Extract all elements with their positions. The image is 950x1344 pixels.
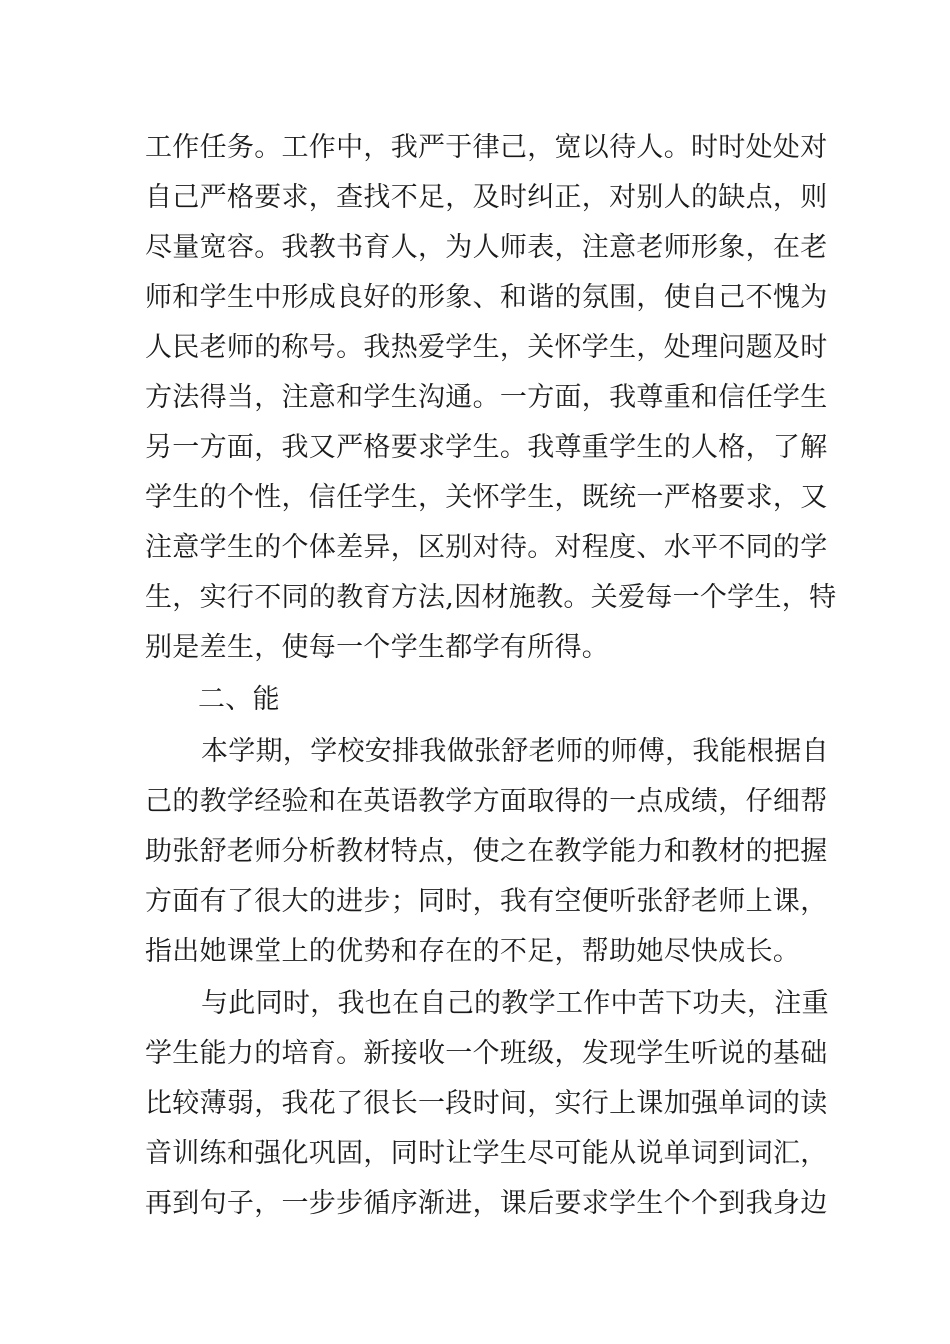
paragraph-first-line: 本学期，学校安排我做张舒老师的师傅，我能根据自 — [201, 736, 829, 767]
text-line: 学生的个性，信任学生，关怀学生，既统一严格要求，又 — [145, 482, 828, 513]
text-line: 方法得当，注意和学生沟通。一方面，我尊重和信任学生 — [145, 382, 828, 413]
text-line: 再到句子，一步步循序渐进，课后要求学生个个到我身边 — [145, 1188, 828, 1219]
text-line: 指出她课堂上的优势和存在的不足，帮助她尽快成长。 — [145, 936, 801, 967]
text-line: 音训练和强化巩固，同时让学生尽可能从说单词到词汇， — [145, 1138, 828, 1169]
text-line: 己的教学经验和在英语教学方面取得的一点成绩，仔细帮 — [145, 786, 828, 817]
text-line: 人民老师的称号。我热爱学生，关怀学生，处理问题及时 — [145, 332, 828, 363]
text-line: 工作任务。工作中，我严于律己，宽以待人。时时处处对 — [145, 132, 828, 163]
text-line: 自己严格要求，查找不足，及时纠正，对别人的缺点，则 — [145, 182, 828, 213]
text-line: 师和学生中形成良好的形象、和谐的氛围，使自己不愧为 — [145, 282, 828, 313]
text-line: 另一方面，我又严格要求学生。我尊重学生的人格，了解 — [145, 432, 828, 463]
text-line: 助张舒老师分析教材特点，使之在教学能力和教材的把握 — [145, 836, 828, 867]
text-line: 别是差生，使每一个学生都学有所得。 — [145, 632, 610, 663]
text-line: 注意学生的个体差异，区别对待。对程度、水平不同的学 — [145, 532, 828, 563]
text-line: 比较薄弱，我花了很长一段时间，实行上课加强单词的读 — [145, 1088, 828, 1119]
text-line: 生，实行不同的教育方法,因材施教。关爱每一个学生，特 — [145, 582, 837, 613]
section-heading: 二、能 — [198, 684, 280, 715]
text-line: 方面有了很大的进步；同时，我有空便听张舒老师上课， — [145, 886, 828, 917]
paragraph-first-line: 与此同时，我也在自己的教学工作中苦下功夫，注重 — [201, 988, 829, 1019]
text-line: 学生能力的培育。新接收一个班级，发现学生听说的基础 — [145, 1038, 828, 1069]
text-line: 尽量宽容。我教书育人，为人师表，注意老师形象，在老 — [145, 232, 828, 263]
